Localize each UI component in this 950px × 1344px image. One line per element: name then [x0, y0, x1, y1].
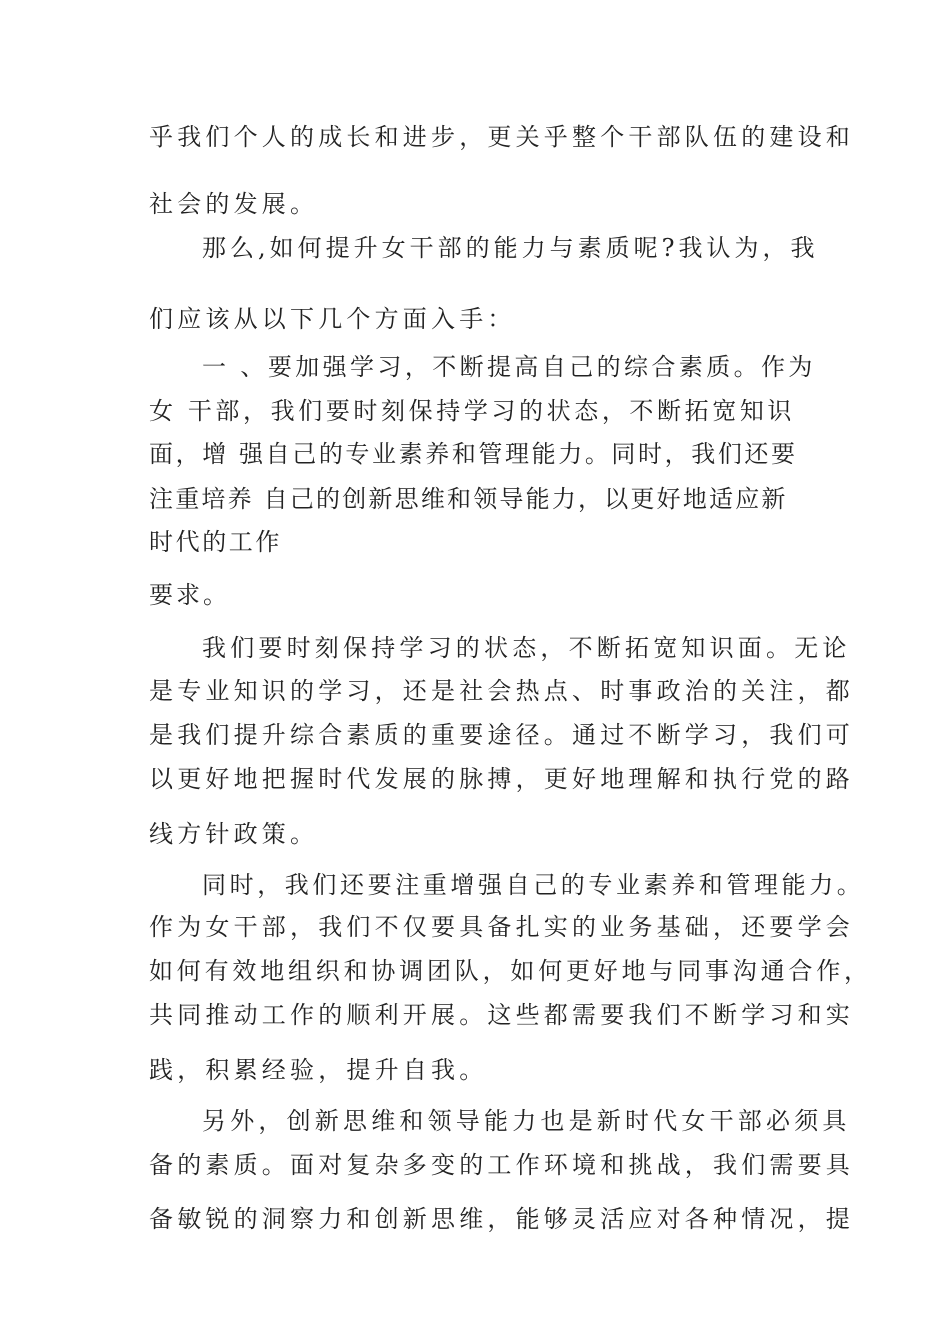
text-line: 同时，我们还要注重增强自己的专业素养和管理能力。 [202, 871, 865, 899]
text-line: 共同推动工作的顺利开展。这些都需要我们不断学习和实 [149, 1001, 854, 1029]
text-line: 面，增 强自己的专业素养和管理能力。同时，我们还要 [149, 440, 798, 468]
text-line: 是专业知识的学习，还是社会热点、时事政治的关注，都 [149, 677, 854, 705]
text-line: 要求。 [149, 581, 230, 609]
text-line: 一 、要加强学习，不断提高自己的综合素质。作为 [202, 353, 816, 381]
text-line: 是我们提升综合素质的重要途径。通过不断学习，我们可 [149, 721, 854, 749]
text-line: 时代的工作 [149, 528, 282, 556]
text-line: 线方针政策。 [149, 820, 319, 848]
text-line: 如何有效地组织和协调团队，如何更好地与同事沟通合作， [149, 957, 872, 985]
text-line: 我们要时刻保持学习的状态，不断拓宽知识面。无论 [202, 634, 851, 662]
text-line: 以更好地把握时代发展的脉搏，更好地理解和执行党的路 [149, 765, 854, 793]
text-line: 那么,如何提升女干部的能力与素质呢?我认为，我 [202, 234, 819, 262]
text-line: 乎我们个人的成长和进步，更关乎整个干部队伍的建设和 [149, 123, 854, 151]
text-line: 另外，创新思维和领导能力也是新时代女干部必须具 [202, 1107, 851, 1135]
text-line: 们应该从以下几个方面入手： [149, 305, 516, 333]
text-line: 践，积累经验，提升自我。 [149, 1056, 488, 1084]
text-line: 备的素质。面对复杂多变的工作环境和挑战，我们需要具 [149, 1151, 854, 1179]
text-line: 女 干部，我们要时刻保持学习的状态，不断拓宽知识 [149, 397, 796, 425]
text-line: 作为女干部，我们不仅要具备扎实的业务基础，还要学会 [149, 913, 854, 941]
text-line: 社会的发展。 [149, 190, 319, 218]
text-line: 注重培养 自己的创新思维和领导能力，以更好地适应新 [149, 485, 788, 513]
text-line: 备敏锐的洞察力和创新思维，能够灵活应对各种情况，提 [149, 1205, 854, 1233]
